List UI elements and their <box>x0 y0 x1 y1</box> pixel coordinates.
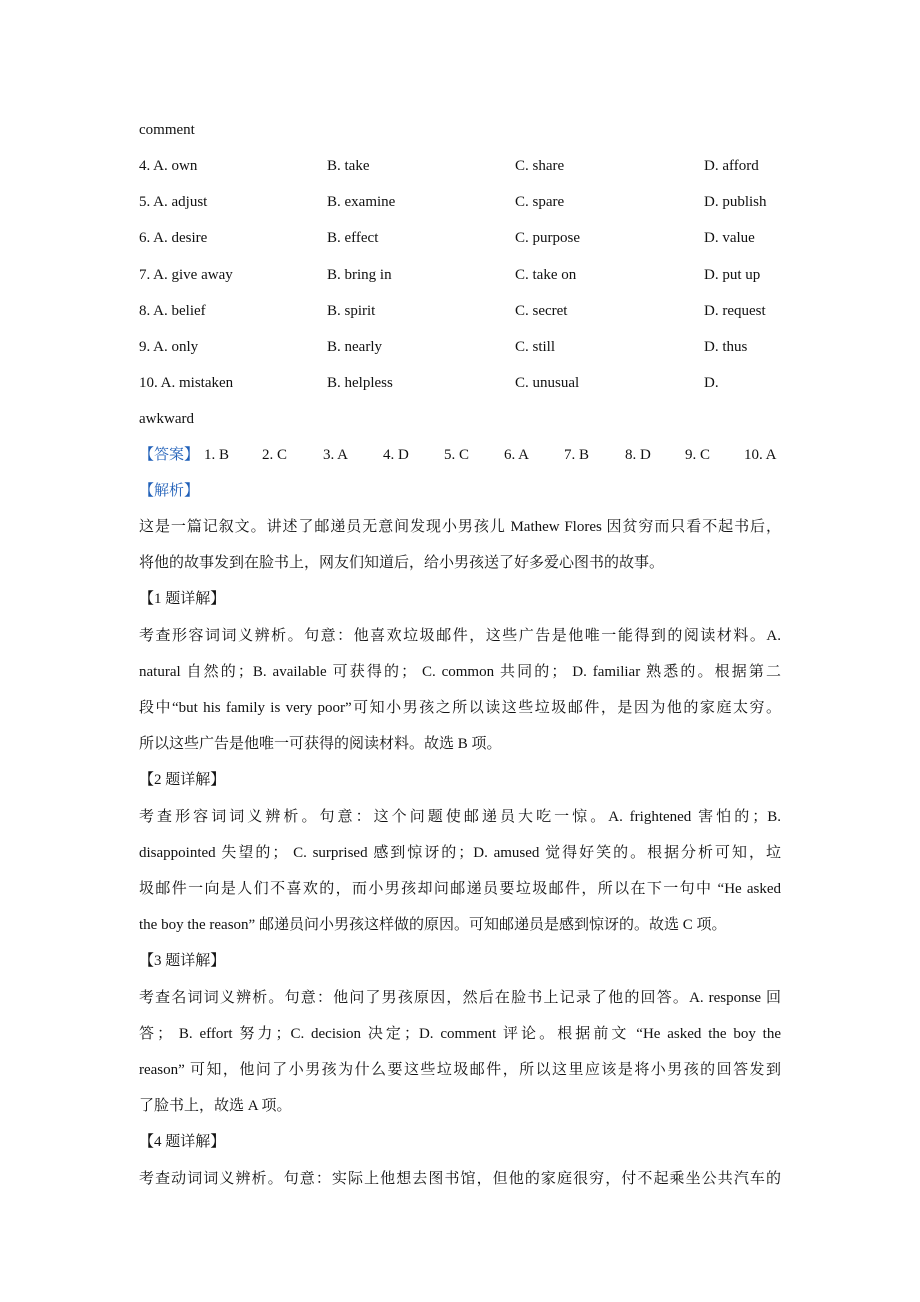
body-line: 答； B. effort 努力；C. decision 决定；D. comment 评论。根据前文 “He asked the boy the <box>139 1025 781 1042</box>
option-item: B. nearly <box>327 339 382 355</box>
option-item: D. request <box>704 302 766 319</box>
options-lead: comment <box>139 122 195 138</box>
answer-item: 6. A <box>504 447 530 463</box>
option-item: C. take on <box>515 266 577 283</box>
section-heading: 【3 题详解】 <box>139 953 226 970</box>
option-item: D. thus <box>704 339 748 355</box>
option-item: D. <box>704 375 719 392</box>
option-item: B. examine <box>327 194 396 211</box>
body-line: 这是一篇记叙文。讲述了邮递员无意间发现小男孩儿 Mathew Flores 因贫穷而只看不起书后， <box>139 519 781 535</box>
options-tail: awkward <box>139 411 194 427</box>
option-item: 8. A. belief <box>139 302 206 319</box>
body-line: 考查形容词词义辨析。句意：这个问题使邮递员大吃一惊。A. frightened 害怕的；B. <box>139 808 781 825</box>
body-line: natural 自然的；B. available 可获得的； C. common 共同的； D. familiar 熟悉的。根据第二 <box>139 663 781 680</box>
option-item: D. put up <box>704 266 761 283</box>
option-item: 7. A. give away <box>139 266 233 283</box>
answer-item: 5. C <box>444 447 470 463</box>
body-line: 将他的故事发到在脸书上，网友们知道后，给小男孩送了好多爱心图书的故事。 <box>139 555 665 572</box>
body-line: disappointed 失望的； C. surprised 感到惊讶的；D. amused 觉得好笑的。根据分析可知，垃 <box>139 844 781 861</box>
body-line: 段中“but his family is very poor”可知小男孩之所以读这些垃圾邮件，是因为他的家庭太穷。 <box>139 700 781 716</box>
body-line: 考查形容词词义辨析。句意：他喜欢垃圾邮件，这些广告是他唯一能得到的阅读材料。A. <box>139 627 781 644</box>
option-item: C. secret <box>515 302 568 319</box>
body-line: the boy the reason” 邮递员问小男孩这样做的原因。可知邮递员是感到惊讶的。故选 C 项。 <box>139 917 727 934</box>
body-line: 考查名词词义辨析。句意：他问了男孩原因，然后在脸书上记录了他的回答。A. response 回 <box>139 989 781 1006</box>
answer-item: 3. A <box>323 447 349 463</box>
answer-item: 4. D <box>383 447 409 463</box>
option-item: B. take <box>327 158 370 174</box>
option-item: 6. A. desire <box>139 230 208 247</box>
analysis-label: 【解析】 <box>139 483 200 499</box>
option-item: B. effect <box>327 230 379 247</box>
option-item: 4. A. own <box>139 158 198 174</box>
option-item: B. spirit <box>327 302 376 319</box>
option-item: C. purpose <box>515 230 580 247</box>
answer-item: 7. B <box>564 447 590 463</box>
section-heading: 【2 题详解】 <box>139 772 226 789</box>
option-item: D. publish <box>704 194 767 211</box>
option-item: B. helpless <box>327 375 393 392</box>
option-item: 10. A. mistaken <box>139 375 234 392</box>
option-item: C. unusual <box>515 375 580 392</box>
option-item: C. share <box>515 158 565 174</box>
option-item: D. afford <box>704 158 759 174</box>
section-heading: 【1 题详解】 <box>139 591 226 608</box>
answer-label: 【答案】 <box>139 447 200 463</box>
answer-item: 8. D <box>625 447 651 463</box>
option-item: D. value <box>704 230 755 247</box>
option-item: 9. A. only <box>139 339 199 355</box>
body-line: 了脸书上，故选 A 项。 <box>139 1098 292 1115</box>
body-line: 所以这些广告是他唯一可获得的阅读材料。故选 B 项。 <box>139 736 502 753</box>
option-item: B. bring in <box>327 266 392 283</box>
body-line: 圾邮件一向是人们不喜欢的，而小男孩却问邮递员要垃圾邮件，所以在下一句中 “He asked <box>139 881 781 897</box>
answer-item: 2. C <box>262 447 288 463</box>
answer-item: 10. A <box>744 447 777 463</box>
option-item: C. spare <box>515 194 565 211</box>
option-item: C. still <box>515 339 556 355</box>
option-item: 5. A. adjust <box>139 194 208 211</box>
body-line: reason” 可知，他问了小男孩为什么要这些垃圾邮件，所以这里应该是将小男孩的回答发到 <box>139 1062 781 1078</box>
answer-item: 1. B <box>204 447 230 463</box>
body-line: 考查动词词义辨析。句意：实际上他想去图书馆，但他的家庭很穷，付不起乘坐公共汽车的 <box>139 1170 781 1187</box>
answer-item: 9. C <box>685 447 711 463</box>
section-heading: 【4 题详解】 <box>139 1134 226 1151</box>
